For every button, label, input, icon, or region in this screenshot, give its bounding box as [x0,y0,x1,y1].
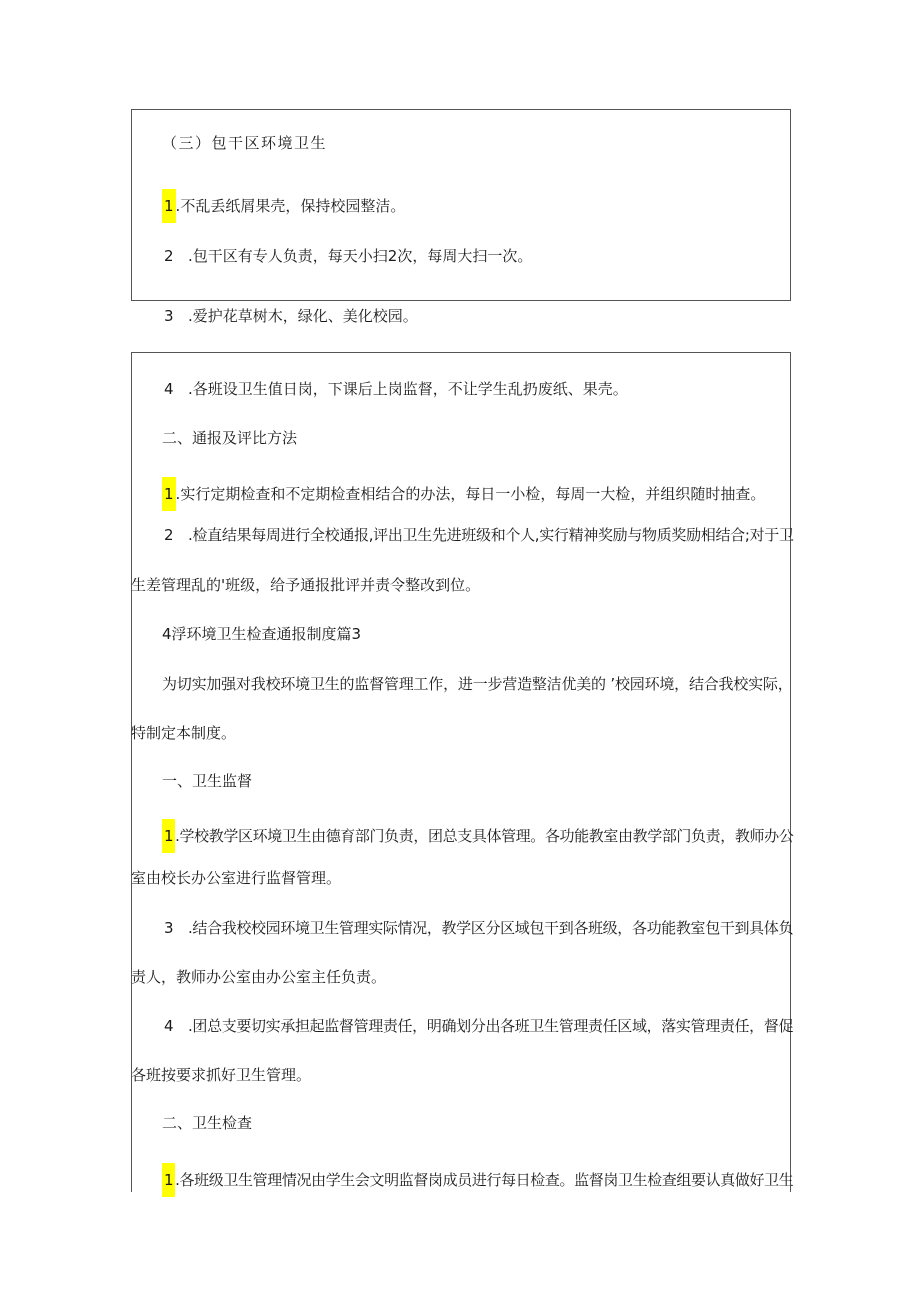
list-item: 2 .包干区有专人负责，每天小扫2次，每周大扫一次。 [164,247,533,265]
list-item: 2 .检直结果每周进行全校通报,评出卫生先进班级和个人,实行精神奖励与物质奖励相结合;对于卫 [164,526,794,544]
section-heading-inspection: 二、卫生检查 [162,1114,253,1132]
highlight-mark: 1 [162,1163,175,1197]
section-heading-reporting: 二、通报及评比方法 [162,429,298,447]
highlight-mark: 1 [162,477,176,511]
list-item: 1 .学校教学区环境卫生由德育部门负责，团总支具体管理。各功能教室由教学部门负责，教师办公 [162,819,793,853]
paragraph-continuation: 室由校长办公室进行监督管理。 [131,869,342,887]
list-item: 4 .团总支要切实承担起监督管理责任，明确划分出各班卫生管理责任区域，落实管理责任，督促 [164,1017,794,1035]
intro-paragraph: 为切实加强对我校环境卫生的监督管理工作，进一步营造整洁优美的 ’校园环境，结合我校实际， [162,675,793,693]
list-item: 1 .各班级卫生管理情况由学生会文明监督岗成员进行每日检查。监督岗卫生检查组要认真做好卫生 [162,1163,793,1197]
section-heading-supervision: 一、卫生监督 [162,772,253,790]
list-item: 3 .爱护花草树木，绿化、美化校园。 [164,307,418,325]
list-item: 1 .实行定期检查和不定期检查相结合的办法，每日一小检，每周一大检，并组织随时抽查。 [162,477,765,511]
paragraph-continuation: 各班按要求抓好卫生管理。 [131,1066,312,1084]
paragraph-continuation: 责人，教师办公室由办公室主任负责。 [131,968,387,986]
list-item: 1 .不乱丢纸屑果壳，保持校园整洁。 [162,189,405,223]
list-item: 4 .各班设卫生值日岗，下课后上岗监督，不让学生乱扔废纸、果壳。 [164,380,628,398]
list-item: 3 .结合我校校园环境卫生管理实际情况，教学区分区域包干到各班级，各功能教室包干到具体负 [164,919,794,937]
paragraph-continuation: 特制定本制度。 [131,724,237,742]
highlight-mark: 1 [162,189,176,223]
section-heading-cleaning-area: （三）包干区环境卫生 [162,134,328,152]
highlight-mark: 1 [162,819,175,853]
paragraph-continuation: 生差管理乱的'班级，给予通报批评并责令整改到位。 [131,576,481,594]
document-title: 4浮环境卫生检查通报制度篇3 [162,625,362,643]
